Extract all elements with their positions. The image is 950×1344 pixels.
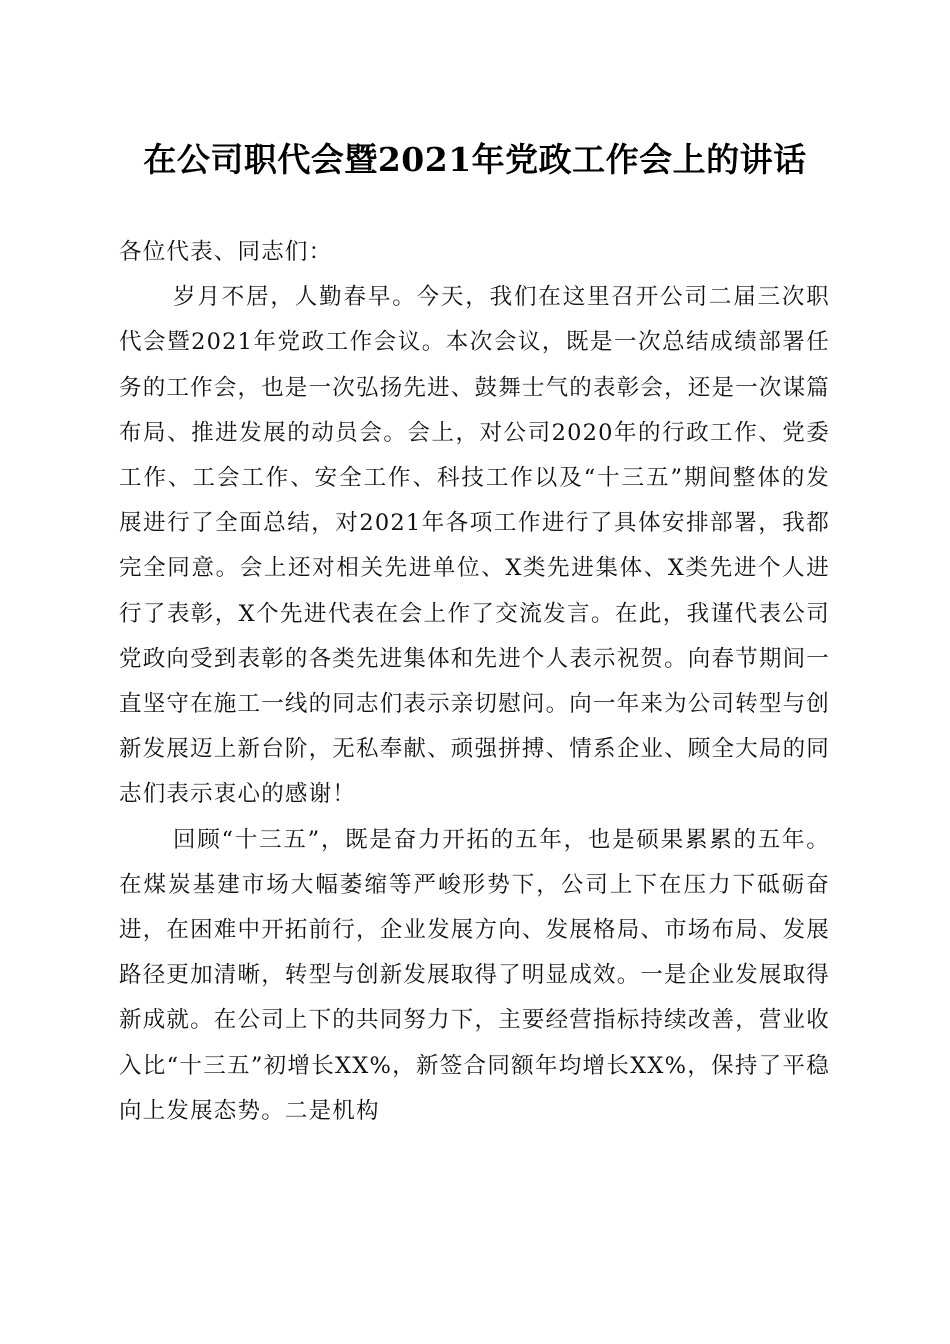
paragraph-opening: 岁月不居，人勤春早。今天，我们在这里召开公司二届三次职代会暨2021年党政工作会议。本次会议，既是一次总结成绩部署任务的工作会，也是一次弘扬先进、鼓舞士气的表彰会，还是一次谋篇布局、推进发展的动员会。会上，对公司2020年的行政工作、党委工作、工会工作、安全工作、科技工作以及“十三五”期间整体的发展进行了全面总结，对2021年各项工作进行了具体安排部署，我都完全同意。会上还对相关先进单位、X类先进集体、X类先进个人进行了表彰，X个先进代表在会上作了交流发言。在此，我谨代表公司党政向受到表彰的各类先进集体和先进个人表示祝贺。向春节期间一直坚守在施工一线的同志们表示亲切慰问。向一年来为公司转型与创新发展迈上新台阶，无私奉献、顽强拼搏、情系企业、顾全大局的同志们表示衷心的感谢！ bbox=[119, 284, 831, 808]
paragraph-review: 回顾“十三五”，既是奋力开拓的五年，也是硕果累累的五年。在煤炭基建市场大幅萎缩等严峻形势下，公司上下在压力下砥砺奋进，在困难中开拓前行，企业发展方向、发展格局、市场布局、发展路径更加清晰，转型与创新发展取得了明显成效。一是企业发展取得新成就。在公司上下的共同努力下，主要经营指标持续改善，营业收入比“十三五”初增长XX%，新签合同额年均增长XX%，保持了平稳向上发展态势。二是机构 bbox=[119, 826, 831, 1124]
document-title: 在公司职代会暨2021年党政工作会上的讲话 bbox=[143, 140, 807, 179]
document-body bbox=[119, 230, 830, 1134]
salutation: 各位代表、同志们： bbox=[119, 239, 333, 265]
